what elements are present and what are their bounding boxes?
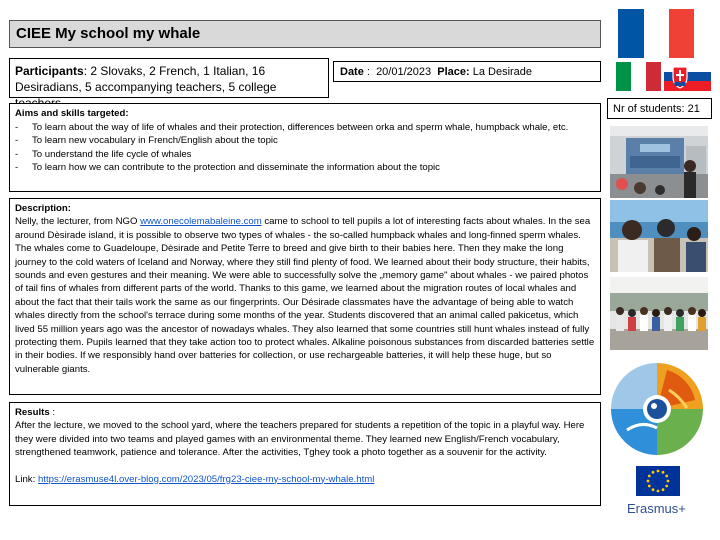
results-heading-line <box>15 406 595 419</box>
lecture-photo <box>610 126 708 198</box>
description-text-start: Nelly, the lecturer, from NGO <box>15 216 141 228</box>
student-count-box <box>607 98 712 119</box>
page-title: CIEE My school my whale <box>16 25 201 42</box>
place-value: La Desirade <box>469 66 533 78</box>
binoculars-photo <box>610 200 708 272</box>
eu-flag-icon <box>636 466 680 496</box>
date-place-box <box>333 61 601 82</box>
results-link-line <box>15 473 595 486</box>
france-flag-icon <box>618 9 694 58</box>
description-box <box>9 198 601 395</box>
date-label: Date <box>340 66 364 78</box>
place-label: Place: <box>437 66 470 78</box>
student-count: Nr of students: 21 <box>613 103 700 115</box>
slovakia-flag-icon <box>664 62 711 91</box>
title-bar <box>9 20 601 48</box>
aims-item: - To understand the life cycle of whales <box>15 148 595 162</box>
elements-globe-logo <box>607 360 707 458</box>
aims-list <box>15 121 595 175</box>
erasmus-logo-text: Erasmus+ <box>627 501 686 516</box>
date-value: : 20/01/2023 <box>363 66 438 78</box>
results-text: After the lecture, we moved to the school yard, where the teachers prepared for students a repetition of the topic in a playful way. Here they were divided into two teams and played games with an environmental theme. They learned new English/French vocabulary, strengthened teamwork, patience and tolerance. After the activities, Tghey took a photo together as a souvenir for the activity. <box>15 420 585 459</box>
aims-box <box>9 103 601 192</box>
group-photo <box>610 277 708 350</box>
description-text-rest: came to school to tell pupils a lot of interesting facts about whales. In the sea around Dèsirade island, it is possible to observe two types of whales - the so-called humpback whales and long-finned sperm whales. The whales come to Guadeloupe, Dèsirade and Petite Terre to breed and give birth to their babies here. Then they make the long journey to the cold waters of Iceland and Norway, where they still find plenty of food. We learned about their body structure, their habits, sounds and even gestures and their meaning. We were able to successfully solve the „memory game" about whales - we paired photos of tail fins of whales from different parts of the world. Thanks to this game, we learned about the migration routes of local whales and about the fact that their tails work the same as our fingerprints. Our Désirade classmates have the advantage of being able to watch whales directly from the school's terrace during some months of the year. Students discovered that an animal called pakicetus, which lived 55 million years ago was the ancestor of nowadays whales. They also learned that some countries still hunt whales instead of fully protecting them. Pupils learned that they take action too to protect whales. Alkaline poisonous substances from discarded batteries settle in their bodies. If we responsibly hand over batteries for collection, or use rechargeable batteries, it will help these huge, but so vulnerable giants. <box>15 216 595 375</box>
results-link-label: Link: <box>15 473 38 485</box>
aims-item: - To learn about the way of life of whales and their protection, differences between orka and sperm whale, humpback whale, etc. <box>15 121 595 135</box>
aims-heading: Aims and skills targeted: <box>15 108 129 119</box>
participants-text: : 2 Slovaks, 2 French, 1 Italian, 16 Desiradians, 5 accompanying teachers, 5 college <box>15 64 277 94</box>
aims-item: - To learn new vocabulary in French/English about the topic <box>15 134 595 148</box>
aims-item: - To learn how we can contribute to the protection and disseminate the information about the topic <box>15 161 595 175</box>
ngo-link[interactable]: www.onecolemabaleine.com <box>140 216 262 228</box>
italy-flag-icon <box>616 62 661 91</box>
blog-link[interactable]: https://erasmuse4l.over-blog.com/2023/05/frg23-ciee-my-school-my-whale.html <box>37 473 375 485</box>
results-heading-suffix: : <box>49 407 55 418</box>
description-heading: Description: <box>15 203 71 214</box>
participants-box <box>9 58 329 98</box>
participants-label: Participants <box>15 64 84 78</box>
results-box <box>9 402 601 506</box>
results-heading: Results <box>15 407 50 418</box>
